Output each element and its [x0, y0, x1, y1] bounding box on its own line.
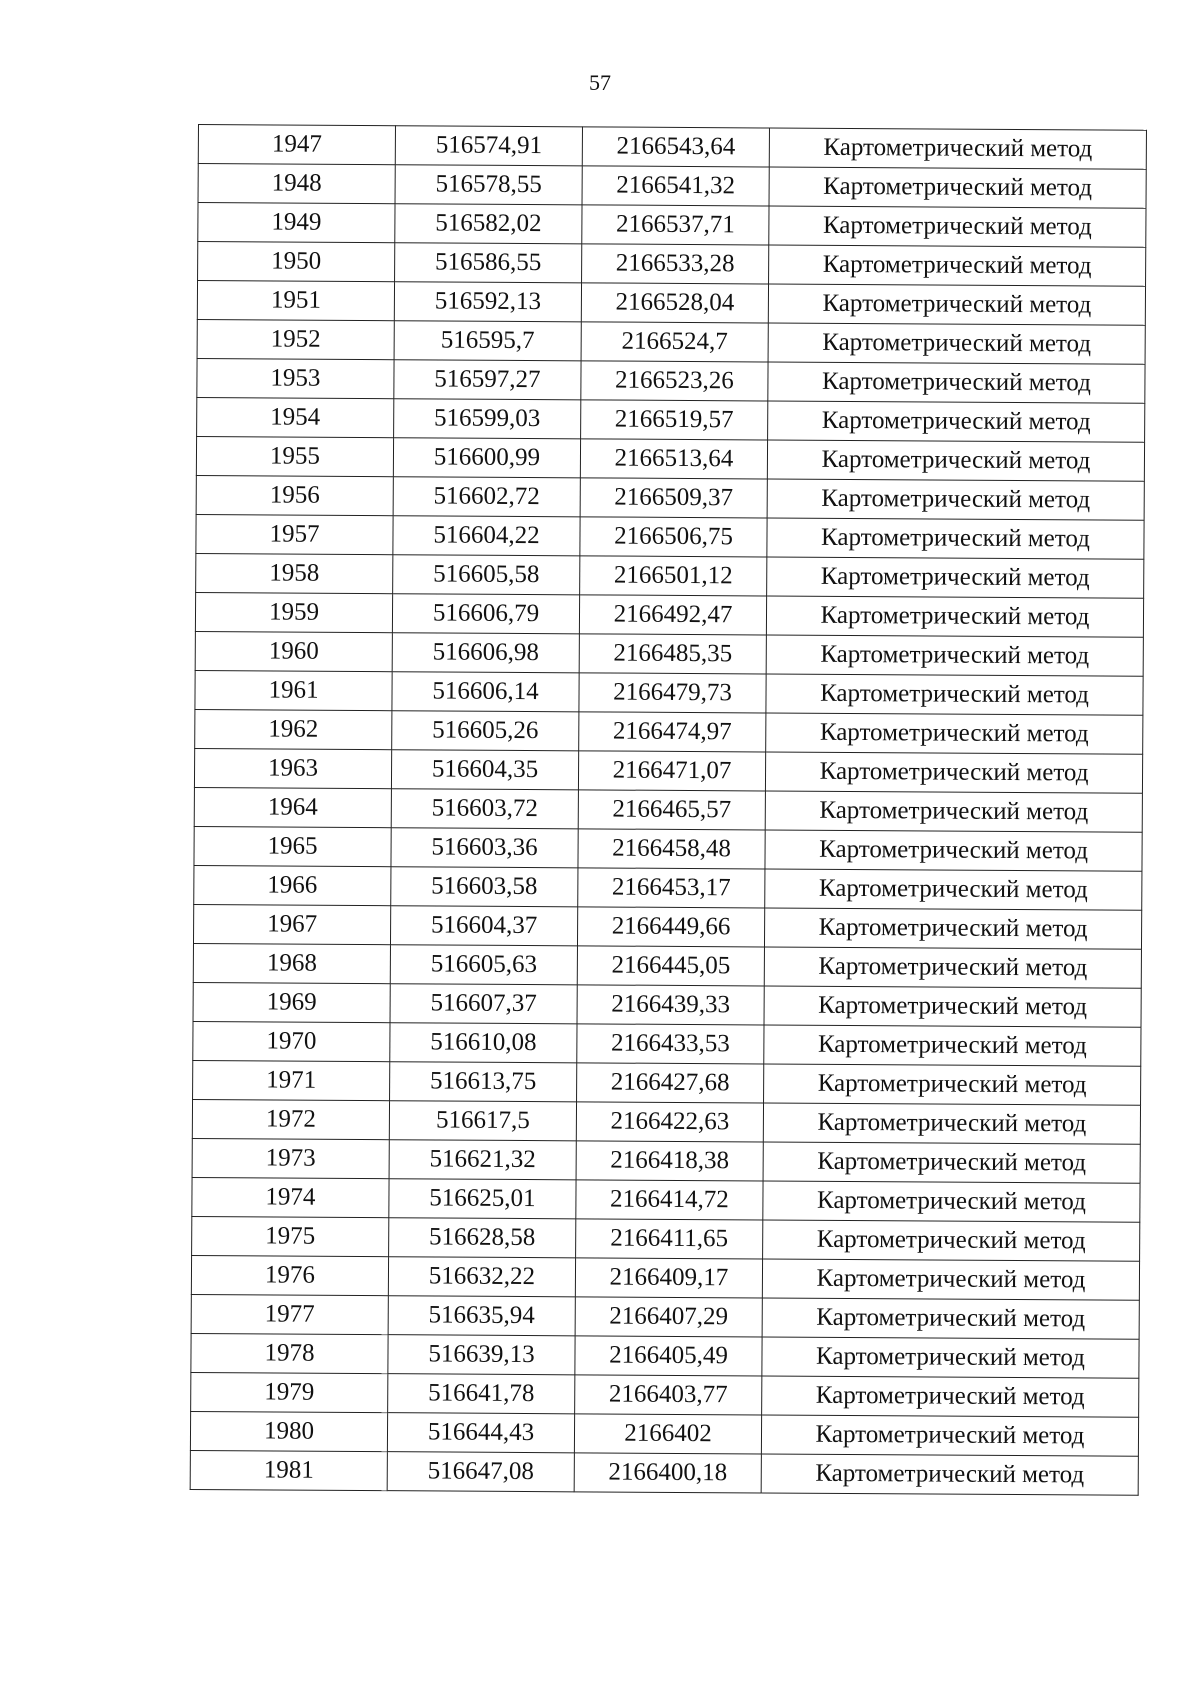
method-cell: Картометрический метод	[769, 128, 1146, 169]
point-number-cell: 1955	[196, 436, 393, 476]
point-number-cell: 1970	[193, 1021, 390, 1061]
y-coordinate-cell: 2166418,38	[576, 1141, 763, 1181]
table-row	[196, 553, 1144, 598]
y-coordinate-cell: 2166445,05	[577, 946, 764, 986]
y-coordinate-cell: 2166409,17	[575, 1258, 762, 1298]
point-number-cell: 1976	[191, 1255, 388, 1295]
table-row	[193, 1021, 1141, 1066]
method-cell: Картометрический метод	[761, 1454, 1138, 1495]
method-cell: Картометрический метод	[765, 869, 1142, 910]
y-coordinate-cell: 2166411,65	[576, 1219, 763, 1259]
x-coordinate-cell: 516595,7	[394, 321, 581, 361]
x-coordinate-cell: 516602,72	[393, 477, 580, 517]
table-row	[197, 281, 1145, 326]
table-row	[194, 865, 1142, 910]
table-row	[190, 1411, 1138, 1456]
coordinates-table	[190, 124, 1147, 1496]
x-coordinate-cell: 516586,55	[395, 243, 582, 283]
x-coordinate-cell: 516603,36	[391, 828, 578, 868]
method-cell: Картометрический метод	[767, 518, 1144, 559]
point-number-cell: 1959	[195, 592, 392, 632]
y-coordinate-cell: 2166501,12	[580, 556, 767, 596]
method-cell: Картометрический метод	[762, 1259, 1139, 1300]
method-cell: Картометрический метод	[769, 245, 1146, 286]
point-number-cell: 1979	[191, 1372, 388, 1412]
method-cell: Картометрический метод	[768, 284, 1145, 325]
point-number-cell: 1949	[198, 203, 395, 243]
y-coordinate-cell: 2166492,47	[579, 595, 766, 635]
x-coordinate-cell: 516597,27	[394, 360, 581, 400]
method-cell: Картометрический метод	[767, 479, 1144, 520]
y-coordinate-cell: 2166402	[574, 1414, 761, 1454]
x-coordinate-cell: 516605,63	[390, 945, 577, 985]
table-row	[193, 1060, 1141, 1105]
table-row	[196, 436, 1144, 481]
table-row	[197, 319, 1145, 364]
x-coordinate-cell: 516610,08	[390, 1023, 577, 1063]
table-row	[191, 1255, 1139, 1300]
method-cell: Картометрический метод	[763, 1220, 1140, 1261]
method-cell: Картометрический метод	[762, 1298, 1139, 1339]
y-coordinate-cell: 2166537,71	[582, 205, 769, 245]
table-row	[196, 514, 1144, 559]
point-number-cell: 1977	[191, 1294, 388, 1334]
y-coordinate-cell: 2166439,33	[577, 985, 764, 1025]
point-number-cell: 1961	[195, 670, 392, 710]
method-cell: Картометрический метод	[764, 1064, 1141, 1105]
x-coordinate-cell: 516604,22	[393, 516, 580, 556]
y-coordinate-cell: 2166405,49	[575, 1336, 762, 1376]
y-coordinate-cell: 2166433,53	[577, 1024, 764, 1064]
point-number-cell: 1958	[196, 553, 393, 593]
x-coordinate-cell: 516606,79	[392, 594, 579, 634]
method-cell: Картометрический метод	[768, 362, 1145, 403]
y-coordinate-cell: 2166524,7	[581, 322, 768, 362]
x-coordinate-cell: 516647,08	[387, 1452, 574, 1492]
method-cell: Картометрический метод	[761, 1415, 1138, 1456]
y-coordinate-cell: 2166449,66	[577, 907, 764, 947]
point-number-cell: 1969	[193, 982, 390, 1022]
point-number-cell: 1971	[193, 1060, 390, 1100]
table-row	[196, 475, 1144, 520]
y-coordinate-cell: 2166471,07	[578, 751, 765, 791]
y-coordinate-cell: 2166523,26	[581, 361, 768, 401]
x-coordinate-cell: 516605,58	[393, 555, 580, 595]
y-coordinate-cell: 2166541,32	[582, 166, 769, 206]
table-row	[193, 982, 1141, 1027]
method-cell: Картометрический метод	[766, 674, 1143, 715]
y-coordinate-cell: 2166458,48	[578, 829, 765, 869]
method-cell: Картометрический метод	[763, 1142, 1140, 1183]
table-row	[192, 1216, 1140, 1261]
table-row	[195, 631, 1143, 676]
method-cell: Картометрический метод	[769, 206, 1146, 247]
table-row	[191, 1372, 1139, 1417]
y-coordinate-cell: 2166422,63	[576, 1102, 763, 1142]
y-coordinate-cell: 2166509,37	[580, 478, 767, 518]
y-coordinate-cell: 2166407,29	[575, 1297, 762, 1337]
table-row	[193, 943, 1141, 988]
method-cell: Картометрический метод	[769, 167, 1146, 208]
point-number-cell: 1960	[195, 631, 392, 671]
page-number: 57	[589, 70, 611, 95]
y-coordinate-cell: 2166528,04	[581, 283, 768, 323]
method-cell: Картометрический метод	[762, 1376, 1139, 1417]
x-coordinate-cell: 516603,72	[391, 789, 578, 829]
method-cell: Картометрический метод	[767, 557, 1144, 598]
method-cell: Картометрический метод	[768, 323, 1145, 364]
y-coordinate-cell: 2166519,57	[581, 400, 768, 440]
point-number-cell: 1975	[192, 1216, 389, 1256]
x-coordinate-cell: 516578,55	[395, 165, 582, 205]
x-coordinate-cell: 516603,58	[391, 867, 578, 907]
x-coordinate-cell: 516639,13	[388, 1335, 575, 1375]
method-cell: Картометрический метод	[764, 947, 1141, 988]
point-number-cell: 1947	[198, 125, 395, 165]
point-number-cell: 1967	[193, 904, 390, 944]
table-row	[191, 1333, 1139, 1378]
table-body	[190, 125, 1146, 1496]
table-row	[194, 748, 1142, 793]
x-coordinate-cell: 516635,94	[388, 1296, 575, 1336]
x-coordinate-cell: 516617,5	[389, 1101, 576, 1141]
method-cell: Картометрический метод	[764, 1025, 1141, 1066]
table-row	[195, 592, 1143, 637]
x-coordinate-cell: 516582,02	[395, 204, 582, 244]
method-cell: Картометрический метод	[768, 401, 1145, 442]
table-row	[191, 1294, 1139, 1339]
y-coordinate-cell: 2166479,73	[579, 673, 766, 713]
point-number-cell: 1963	[194, 748, 391, 788]
x-coordinate-cell: 516600,99	[393, 438, 580, 478]
table-row	[197, 397, 1145, 442]
x-coordinate-cell: 516574,91	[395, 126, 582, 166]
table-row	[192, 1138, 1140, 1183]
y-coordinate-cell: 2166485,35	[579, 634, 766, 674]
x-coordinate-cell: 516628,58	[389, 1218, 576, 1258]
method-cell: Картометрический метод	[763, 1181, 1140, 1222]
table-row	[193, 904, 1141, 949]
x-coordinate-cell: 516604,35	[391, 750, 578, 790]
point-number-cell: 1973	[192, 1138, 389, 1178]
point-number-cell: 1954	[197, 397, 394, 437]
method-cell: Картометрический метод	[767, 440, 1144, 481]
x-coordinate-cell: 516607,37	[390, 984, 577, 1024]
table-row	[192, 1099, 1140, 1144]
method-cell: Картометрический метод	[764, 986, 1141, 1027]
method-cell: Картометрический метод	[765, 830, 1142, 871]
point-number-cell: 1980	[190, 1411, 387, 1451]
method-cell: Картометрический метод	[765, 752, 1142, 793]
point-number-cell: 1957	[196, 514, 393, 554]
point-number-cell: 1953	[197, 358, 394, 398]
table-row	[198, 164, 1146, 209]
point-number-cell: 1978	[191, 1333, 388, 1373]
y-coordinate-cell: 2166533,28	[582, 244, 769, 284]
table-row	[198, 203, 1146, 248]
y-coordinate-cell: 2166465,57	[578, 790, 765, 830]
point-number-cell: 1952	[197, 319, 394, 359]
point-number-cell: 1981	[190, 1450, 387, 1490]
x-coordinate-cell: 516644,43	[387, 1413, 574, 1453]
point-number-cell: 1964	[194, 787, 391, 827]
x-coordinate-cell: 516606,14	[392, 672, 579, 712]
method-cell: Картометрический метод	[766, 635, 1143, 676]
x-coordinate-cell: 516604,37	[390, 906, 577, 946]
x-coordinate-cell: 516625,01	[389, 1179, 576, 1219]
method-cell: Картометрический метод	[762, 1337, 1139, 1378]
table-row	[194, 826, 1142, 871]
y-coordinate-cell: 2166427,68	[577, 1063, 764, 1103]
x-coordinate-cell: 516599,03	[394, 399, 581, 439]
x-coordinate-cell: 516605,26	[392, 711, 579, 751]
point-number-cell: 1968	[193, 943, 390, 983]
point-number-cell: 1962	[195, 709, 392, 749]
table-row	[190, 1450, 1138, 1495]
method-cell: Картометрический метод	[766, 713, 1143, 754]
x-coordinate-cell: 516621,32	[389, 1140, 576, 1180]
point-number-cell: 1972	[192, 1099, 389, 1139]
y-coordinate-cell: 2166474,97	[579, 712, 766, 752]
point-number-cell: 1951	[197, 281, 394, 321]
point-number-cell: 1950	[198, 242, 395, 282]
method-cell: Картометрический метод	[764, 908, 1141, 949]
y-coordinate-cell: 2166403,77	[575, 1375, 762, 1415]
y-coordinate-cell: 2166400,18	[574, 1453, 761, 1493]
y-coordinate-cell: 2166414,72	[576, 1180, 763, 1220]
table-row	[198, 125, 1146, 170]
x-coordinate-cell: 516613,75	[390, 1062, 577, 1102]
table-row	[194, 787, 1142, 832]
table-row	[198, 242, 1146, 287]
table-row	[195, 709, 1143, 754]
x-coordinate-cell: 516606,98	[392, 633, 579, 673]
y-coordinate-cell: 2166543,64	[582, 127, 769, 167]
y-coordinate-cell: 2166506,75	[580, 517, 767, 557]
table-row	[197, 358, 1145, 403]
y-coordinate-cell: 2166453,17	[578, 868, 765, 908]
x-coordinate-cell: 516641,78	[388, 1374, 575, 1414]
y-coordinate-cell: 2166513,64	[580, 439, 767, 479]
point-number-cell: 1965	[194, 826, 391, 866]
method-cell: Картометрический метод	[765, 791, 1142, 832]
x-coordinate-cell: 516592,13	[394, 282, 581, 322]
method-cell: Картометрический метод	[766, 596, 1143, 637]
method-cell: Картометрический метод	[763, 1103, 1140, 1144]
point-number-cell: 1956	[196, 475, 393, 515]
x-coordinate-cell: 516632,22	[388, 1257, 575, 1297]
table-row	[192, 1177, 1140, 1222]
point-number-cell: 1966	[194, 865, 391, 905]
point-number-cell: 1948	[198, 164, 395, 204]
point-number-cell: 1974	[192, 1177, 389, 1217]
table-row	[195, 670, 1143, 715]
